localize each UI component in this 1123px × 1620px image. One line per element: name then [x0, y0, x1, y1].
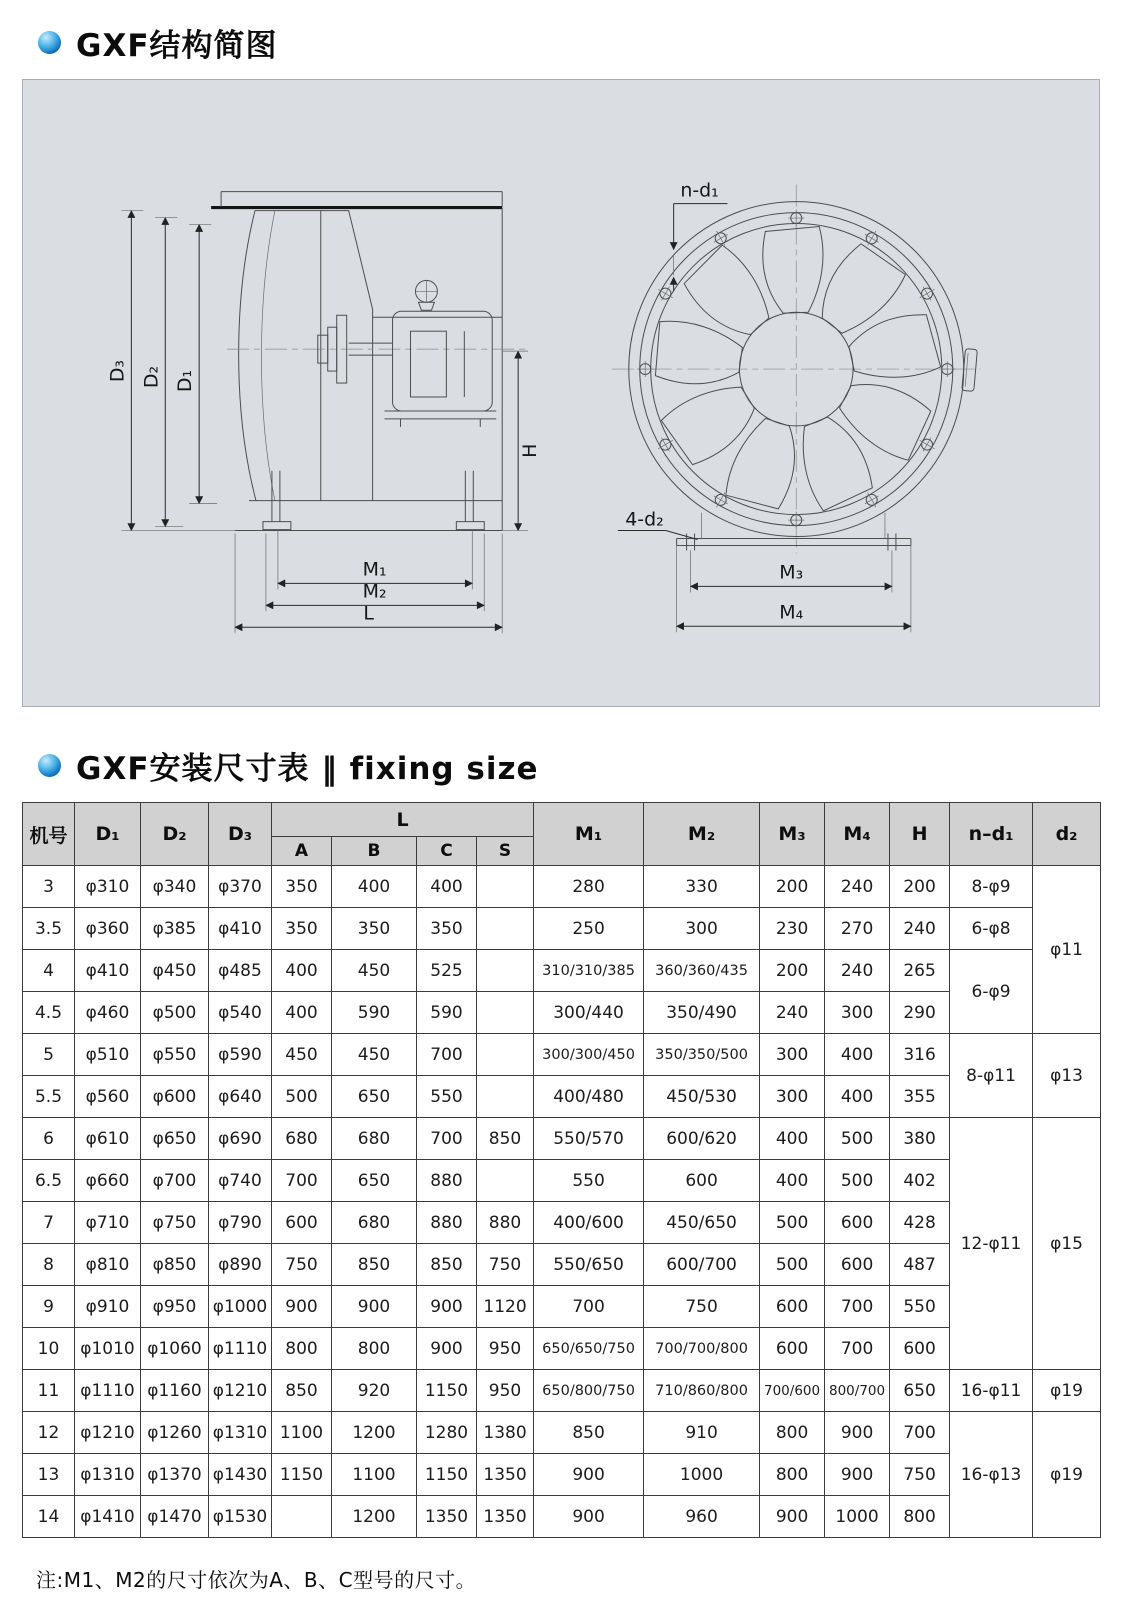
table-cell: 500 [760, 1202, 825, 1244]
table-cell-d2: φ19 [1033, 1370, 1101, 1412]
table-cell: 950 [477, 1328, 534, 1370]
table-cell: 800/700 [825, 1370, 890, 1412]
table-cell: 850 [332, 1244, 417, 1286]
table-cell: φ1410 [75, 1496, 141, 1538]
table-cell: 500 [825, 1160, 890, 1202]
table-cell: 950 [477, 1370, 534, 1412]
section-fixing-header [38, 743, 1123, 788]
table-cell: 960 [644, 1496, 760, 1538]
table-cell: φ1430 [209, 1454, 272, 1496]
table-cell: φ850 [141, 1244, 209, 1286]
table-cell: 900 [825, 1454, 890, 1496]
table-cell: 600/620 [644, 1118, 760, 1160]
table-cell: φ650 [141, 1118, 209, 1160]
table-cell: φ485 [209, 950, 272, 992]
table-cell: 300 [644, 908, 760, 950]
table-cell: φ1530 [209, 1496, 272, 1538]
table-cell: 250 [534, 908, 644, 950]
table-cell-d2: φ13 [1033, 1034, 1101, 1118]
table-cell: φ600 [141, 1076, 209, 1118]
table-cell: 3 [23, 866, 75, 908]
table-row [23, 1412, 1101, 1454]
dim-label-m1: M₁ [362, 558, 387, 581]
table-cell: φ1260 [141, 1412, 209, 1454]
table-cell: 700 [417, 1118, 477, 1160]
table-cell: 9 [23, 1286, 75, 1328]
table-cell: 1200 [332, 1412, 417, 1454]
table-cell: φ560 [75, 1076, 141, 1118]
section-fixing-title: GXF安装尺寸表 ‖ fixing size [76, 751, 539, 787]
table-cell: 800 [332, 1328, 417, 1370]
dim-label-d1: D₁ [174, 369, 197, 393]
table-cell: φ790 [209, 1202, 272, 1244]
table-cell [477, 866, 534, 908]
table-cell: 240 [825, 866, 890, 908]
table-cell: 450/650 [644, 1202, 760, 1244]
table-cell: 280 [534, 866, 644, 908]
table-cell: 600 [890, 1328, 950, 1370]
column-header: D₁ [75, 803, 141, 866]
table-cell: 7 [23, 1202, 75, 1244]
table-row [23, 1328, 1101, 1370]
table-cell: 600/700 [644, 1244, 760, 1286]
table-cell: φ590 [209, 1034, 272, 1076]
table-cell: 900 [534, 1496, 644, 1538]
table-cell: 550/650 [534, 1244, 644, 1286]
table-cell: 700 [825, 1328, 890, 1370]
table-cell: 450/530 [644, 1076, 760, 1118]
table-cell: 500 [760, 1244, 825, 1286]
table-cell: φ660 [75, 1160, 141, 1202]
dim-label-m2: M₂ [362, 580, 387, 603]
table-cell: 750 [644, 1286, 760, 1328]
table-cell [272, 1496, 332, 1538]
table-cell: 880 [477, 1202, 534, 1244]
table-cell: 12 [23, 1412, 75, 1454]
table-cell: φ385 [141, 908, 209, 950]
table-cell: 300/300/450 [534, 1034, 644, 1076]
table-cell: 14 [23, 1496, 75, 1538]
dim-label-h: H [519, 443, 542, 458]
column-header: M₄ [825, 803, 890, 866]
table-cell: φ710 [75, 1202, 141, 1244]
table-cell: 1000 [644, 1454, 760, 1496]
table-row [23, 1454, 1101, 1496]
table-row [23, 1286, 1101, 1328]
table-cell: 265 [890, 950, 950, 992]
table-cell: 1350 [417, 1496, 477, 1538]
table-cell [477, 908, 534, 950]
table-cell: φ690 [209, 1118, 272, 1160]
table-cell: 1280 [417, 1412, 477, 1454]
table-cell: 710/860/800 [644, 1370, 760, 1412]
table-cell-nd1: 6-φ9 [950, 950, 1033, 1034]
table-cell: 850 [272, 1370, 332, 1412]
table-cell: 800 [760, 1412, 825, 1454]
table-cell-nd1: 16-φ13 [950, 1412, 1033, 1538]
table-cell: 800 [272, 1328, 332, 1370]
table-cell: φ1110 [75, 1370, 141, 1412]
table-cell: 750 [890, 1454, 950, 1496]
table-cell: 1100 [272, 1412, 332, 1454]
table-cell: 900 [332, 1286, 417, 1328]
table-cell [477, 1160, 534, 1202]
table-cell: 525 [417, 950, 477, 992]
table-cell: 900 [825, 1412, 890, 1454]
table-cell: 650 [332, 1160, 417, 1202]
table-cell: 200 [760, 950, 825, 992]
table-cell: 400 [825, 1034, 890, 1076]
table-cell: 350 [417, 908, 477, 950]
table-cell: 880 [417, 1160, 477, 1202]
table-cell: φ370 [209, 866, 272, 908]
table-cell: 680 [332, 1118, 417, 1160]
table-cell: 650/800/750 [534, 1370, 644, 1412]
table-cell: 13 [23, 1454, 75, 1496]
table-cell: 700 [825, 1286, 890, 1328]
bullet-icon [38, 31, 61, 54]
table-cell: 500 [272, 1076, 332, 1118]
table-cell: 920 [332, 1370, 417, 1412]
table-cell: 5.5 [23, 1076, 75, 1118]
table-cell: φ1210 [75, 1412, 141, 1454]
table-cell: φ310 [75, 866, 141, 908]
table-cell: 400 [272, 950, 332, 992]
dim-label-d2: D₂ [140, 365, 163, 389]
column-subheader: B [332, 837, 417, 866]
table-cell: 355 [890, 1076, 950, 1118]
table-cell: 360/360/435 [644, 950, 760, 992]
side-view-drawing [106, 192, 541, 634]
table-cell: 300 [760, 1034, 825, 1076]
section-structure-header [38, 20, 1123, 65]
table-cell: 400 [760, 1118, 825, 1160]
table-body [23, 866, 1101, 1538]
table-cell: 1380 [477, 1412, 534, 1454]
table-cell-d2: φ11 [1033, 866, 1101, 1034]
table-cell: 1350 [477, 1454, 534, 1496]
table-cell: 800 [890, 1496, 950, 1538]
table-cell: 11 [23, 1370, 75, 1412]
table-cell: 300 [760, 1076, 825, 1118]
column-header: M₁ [534, 803, 644, 866]
table-row [23, 908, 1101, 950]
table-cell: 400 [332, 866, 417, 908]
table-cell: 750 [477, 1244, 534, 1286]
table-cell: 270 [825, 908, 890, 950]
table-row [23, 1034, 1101, 1076]
column-header: L [272, 803, 534, 837]
table-cell: 290 [890, 992, 950, 1034]
column-subheader: C [417, 837, 477, 866]
table-cell: 500 [825, 1118, 890, 1160]
table-cell: 1100 [332, 1454, 417, 1496]
table-cell: 900 [417, 1328, 477, 1370]
table-cell: 600 [760, 1286, 825, 1328]
table-cell: φ1060 [141, 1328, 209, 1370]
table-cell: 850 [534, 1412, 644, 1454]
table-cell-d2: φ15 [1033, 1118, 1101, 1370]
column-header: d₂ [1033, 803, 1101, 866]
front-view-drawing [612, 180, 981, 633]
table-cell: φ910 [75, 1286, 141, 1328]
table-cell: 4.5 [23, 992, 75, 1034]
table-cell: 400 [760, 1160, 825, 1202]
table-cell: 380 [890, 1118, 950, 1160]
table-cell: φ1000 [209, 1286, 272, 1328]
table-cell: 350/490 [644, 992, 760, 1034]
structure-diagram-svg [23, 80, 1099, 706]
page [0, 20, 1123, 1593]
dim-label-m4: M₄ [779, 601, 804, 624]
table-cell: 850 [477, 1118, 534, 1160]
table-cell: 240 [760, 992, 825, 1034]
table-cell: 428 [890, 1202, 950, 1244]
table-cell: 230 [760, 908, 825, 950]
table-cell: 880 [417, 1202, 477, 1244]
table-cell-nd1: 6-φ8 [950, 908, 1033, 950]
table-cell: 400/600 [534, 1202, 644, 1244]
table-cell: φ460 [75, 992, 141, 1034]
table-cell: φ410 [209, 908, 272, 950]
table-cell: φ950 [141, 1286, 209, 1328]
table-cell: 450 [332, 1034, 417, 1076]
column-header: D₂ [141, 803, 209, 866]
table-cell: 650 [332, 1076, 417, 1118]
table-cell: 350 [332, 908, 417, 950]
table-cell: φ1010 [75, 1328, 141, 1370]
table-cell: 550/570 [534, 1118, 644, 1160]
table-cell: 600 [644, 1160, 760, 1202]
table-row [23, 866, 1101, 908]
table-cell: 900 [417, 1286, 477, 1328]
table-cell-nd1: 8-φ9 [950, 866, 1033, 908]
table-cell: 1000 [825, 1496, 890, 1538]
table-cell: 240 [825, 950, 890, 992]
column-header: M₂ [644, 803, 760, 866]
table-cell: φ1110 [209, 1328, 272, 1370]
dim-label-d3: D₃ [106, 359, 129, 383]
table-row [23, 1118, 1101, 1160]
table-cell: 680 [272, 1118, 332, 1160]
table-cell: 400 [417, 866, 477, 908]
table-row [23, 1244, 1101, 1286]
table-cell: 5 [23, 1034, 75, 1076]
table-cell: 1150 [272, 1454, 332, 1496]
table-cell: 550 [890, 1286, 950, 1328]
table-head [23, 803, 1101, 866]
table-cell: 700 [890, 1412, 950, 1454]
table-cell: 700/700/800 [644, 1328, 760, 1370]
table-cell: φ810 [75, 1244, 141, 1286]
table-row [23, 950, 1101, 992]
table-cell [477, 992, 534, 1034]
table-cell: 590 [332, 992, 417, 1034]
section-structure-title: GXF结构简图 [76, 28, 278, 64]
label-4-d2: 4-d₂ [625, 508, 664, 531]
table-cell: 910 [644, 1412, 760, 1454]
table-cell: φ1370 [141, 1454, 209, 1496]
table-cell: φ340 [141, 866, 209, 908]
table-cell: 200 [890, 866, 950, 908]
column-header: n–d₁ [950, 803, 1033, 866]
column-header: M₃ [760, 803, 825, 866]
table-cell: 550 [417, 1076, 477, 1118]
table-cell: 550 [534, 1160, 644, 1202]
table-cell: 350 [272, 866, 332, 908]
table-cell: φ1310 [209, 1412, 272, 1454]
table-cell: 8 [23, 1244, 75, 1286]
table-cell: 400 [272, 992, 332, 1034]
table-cell: 6 [23, 1118, 75, 1160]
table-cell [477, 950, 534, 992]
table-cell: 1150 [417, 1370, 477, 1412]
table-note: 注:M1、M2的尺寸依次为A、B、C型号的尺寸。 [36, 1568, 477, 1592]
table-cell: φ640 [209, 1076, 272, 1118]
table-cell: 350 [272, 908, 332, 950]
table-cell: 6.5 [23, 1160, 75, 1202]
table-cell: 300 [825, 992, 890, 1034]
table-cell [477, 1034, 534, 1076]
table-cell: φ1210 [209, 1370, 272, 1412]
table-cell: φ740 [209, 1160, 272, 1202]
table-cell: 300/440 [534, 992, 644, 1034]
table-cell: 700 [534, 1286, 644, 1328]
table-cell: 487 [890, 1244, 950, 1286]
table-cell: 350/350/500 [644, 1034, 760, 1076]
table-cell: 450 [272, 1034, 332, 1076]
label-n-d1: n-d₁ [680, 179, 719, 202]
table-cell: 1200 [332, 1496, 417, 1538]
table-cell: 850 [417, 1244, 477, 1286]
table-cell: 590 [417, 992, 477, 1034]
table-row [23, 992, 1101, 1034]
table-cell: φ890 [209, 1244, 272, 1286]
dim-label-m3: M₃ [779, 561, 804, 584]
table-cell: φ540 [209, 992, 272, 1034]
table-cell-nd1: 8-φ11 [950, 1034, 1033, 1118]
table-cell: 750 [272, 1244, 332, 1286]
table-cell: 600 [272, 1202, 332, 1244]
table-cell: 240 [890, 908, 950, 950]
table-cell: 600 [825, 1244, 890, 1286]
structure-diagram-panel [22, 79, 1100, 707]
table-cell: φ1470 [141, 1496, 209, 1538]
table-cell: 1150 [417, 1454, 477, 1496]
column-header: D₃ [209, 803, 272, 866]
table-cell: φ450 [141, 950, 209, 992]
column-subheader: S [477, 837, 534, 866]
table-cell: 10 [23, 1328, 75, 1370]
table-cell: 200 [760, 866, 825, 908]
table-cell: φ1310 [75, 1454, 141, 1496]
table-cell-d2: φ19 [1033, 1412, 1101, 1538]
table-cell-nd1: 16-φ11 [950, 1370, 1033, 1412]
table-cell: 700/600 [760, 1370, 825, 1412]
table-cell: φ1160 [141, 1370, 209, 1412]
table-cell: φ550 [141, 1034, 209, 1076]
table-row [23, 1160, 1101, 1202]
table-cell: φ700 [141, 1160, 209, 1202]
table-row [23, 1202, 1101, 1244]
table-cell: 680 [332, 1202, 417, 1244]
table-cell: 402 [890, 1160, 950, 1202]
table-cell: 1350 [477, 1496, 534, 1538]
table-cell: 1120 [477, 1286, 534, 1328]
table-cell: 900 [534, 1454, 644, 1496]
table-row [23, 1076, 1101, 1118]
table-cell: 400/480 [534, 1076, 644, 1118]
column-header: 机号 [23, 803, 75, 866]
table-cell-nd1: 12-φ11 [950, 1118, 1033, 1370]
table-cell: 3.5 [23, 908, 75, 950]
table-cell: 900 [760, 1496, 825, 1538]
table-cell: 450 [332, 950, 417, 992]
table-cell: 316 [890, 1034, 950, 1076]
table-cell [477, 1076, 534, 1118]
fixing-size-table [22, 802, 1101, 1538]
table-cell: 310/310/385 [534, 950, 644, 992]
table-cell: 700 [417, 1034, 477, 1076]
table-cell: 600 [760, 1328, 825, 1370]
table-cell: φ610 [75, 1118, 141, 1160]
table-cell: φ510 [75, 1034, 141, 1076]
table-cell: 600 [825, 1202, 890, 1244]
table-cell: 330 [644, 866, 760, 908]
table-cell: φ500 [141, 992, 209, 1034]
bullet-icon [38, 754, 61, 777]
column-subheader: A [272, 837, 332, 866]
table-cell: 900 [272, 1286, 332, 1328]
table-cell: 650/650/750 [534, 1328, 644, 1370]
column-header: H [890, 803, 950, 866]
table-row [23, 1370, 1101, 1412]
table-cell: 650 [890, 1370, 950, 1412]
table-cell: 700 [272, 1160, 332, 1202]
dim-label-l: L [363, 602, 374, 625]
table-row [23, 1496, 1101, 1538]
table-cell: φ410 [75, 950, 141, 992]
table-cell: φ360 [75, 908, 141, 950]
table-cell: 4 [23, 950, 75, 992]
table-cell: 800 [760, 1454, 825, 1496]
table-cell: φ750 [141, 1202, 209, 1244]
table-cell: 400 [825, 1076, 890, 1118]
